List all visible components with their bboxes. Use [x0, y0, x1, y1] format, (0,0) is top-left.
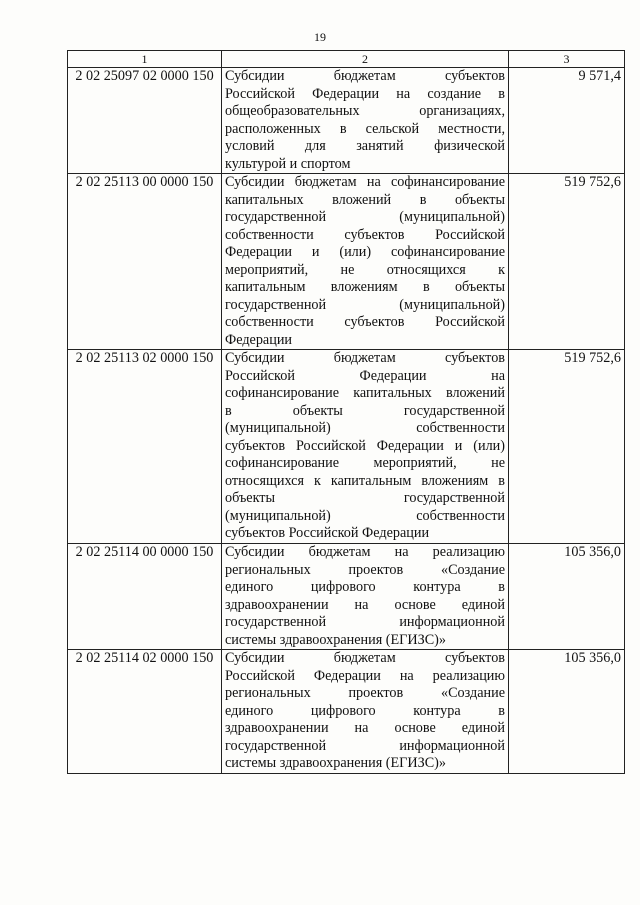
description-line: государственной информационной: [225, 614, 505, 630]
description-line: условий для занятий физической: [225, 138, 505, 154]
description-line: Российской Федерации на: [225, 367, 505, 384]
description-line: (муниципальной) собственности: [225, 507, 505, 524]
description-line: единого цифрового контура в: [225, 579, 505, 595]
description-line: общеобразовательных организациях,: [225, 103, 505, 119]
table-row: [68, 350, 625, 544]
description-line: капитальных вложений в объекты: [225, 191, 505, 208]
description-line: государственной (муниципальной): [225, 296, 505, 313]
table-row: [68, 174, 625, 350]
description-line: Российской Федерации на создание в: [225, 85, 505, 102]
description-line: собственности субъектов Российской: [225, 226, 505, 243]
description-line: относящихся к капитальным вложениям в: [225, 472, 505, 489]
description-line: системы здравоохранения (ЕГИЗС)»: [225, 755, 446, 771]
column-header-amount: 3: [509, 51, 625, 68]
description-line: здравоохранении на основе единой: [225, 720, 505, 736]
column-header-code: 1: [68, 51, 222, 68]
description-line: капитальным вложениям в объекты: [225, 279, 505, 295]
budget-code: 2 02 25113 02 0000 150: [68, 350, 222, 544]
description-line: региональных проектов «Создание: [225, 561, 505, 578]
amount: 105 356,0: [509, 650, 625, 774]
budget-code: 2 02 25114 02 0000 150: [68, 650, 222, 774]
amount: 519 752,6: [509, 350, 625, 544]
description-line: культурой и спортом: [225, 155, 351, 172]
description: [222, 350, 509, 544]
description-line: объекты государственной: [225, 490, 505, 506]
description-line: расположенных в сельской местности,: [225, 120, 505, 137]
description-line: софинансирование капитальных вложений: [225, 385, 505, 401]
description-line: Субсидии бюджетам на софинансирование: [225, 174, 505, 190]
budget-table: [67, 50, 625, 774]
description-line: государственной информационной: [225, 737, 505, 754]
description-line: единого цифрового контура в: [225, 702, 505, 719]
budget-code: 2 02 25113 00 0000 150: [68, 174, 222, 350]
page-number: 19: [314, 30, 326, 44]
description-line: субъектов Российской Федерации: [225, 525, 430, 541]
amount: 105 356,0: [509, 544, 625, 650]
description: [222, 68, 509, 174]
description-line: системы здравоохранения (ЕГИЗС)»: [225, 631, 446, 648]
description-line: здравоохранении на основе единой: [225, 596, 505, 613]
description-line: Российской Федерации на реализацию: [225, 667, 505, 684]
description-line: собственности субъектов Российской: [225, 314, 505, 330]
description-line: Субсидии бюджетам субъектов: [225, 350, 505, 366]
table-row: [68, 544, 625, 650]
description: [222, 650, 509, 774]
description-line: Субсидии бюджетам субъектов: [225, 650, 505, 666]
table-row: [68, 68, 625, 174]
description-line: Федерации и (или) софинансирование: [225, 244, 505, 260]
description-line: Субсидии бюджетам субъектов: [225, 68, 505, 84]
description: [222, 174, 509, 350]
description-line: региональных проектов «Создание: [225, 685, 505, 701]
budget-code: 2 02 25114 00 0000 150: [68, 544, 222, 650]
description-line: государственной (муниципальной): [225, 209, 505, 225]
budget-code: 2 02 25097 02 0000 150: [68, 68, 222, 174]
table-header-row: [68, 51, 625, 68]
description-line: в объекты государственной: [225, 402, 505, 419]
amount: 519 752,6: [509, 174, 625, 350]
column-header-description: 2: [222, 51, 509, 68]
description-line: софинансирование мероприятий, не: [225, 455, 505, 471]
description-line: мероприятий, не относящихся к: [225, 261, 505, 278]
description-line: субъектов Российской Федерации и (или): [225, 437, 505, 454]
description-line: (муниципальной) собственности: [225, 420, 505, 436]
table-row: [68, 650, 625, 774]
description-line: Субсидии бюджетам на реализацию: [225, 544, 505, 560]
description: [222, 544, 509, 650]
amount: 9 571,4: [509, 68, 625, 174]
description-line: Федерации: [225, 331, 293, 348]
